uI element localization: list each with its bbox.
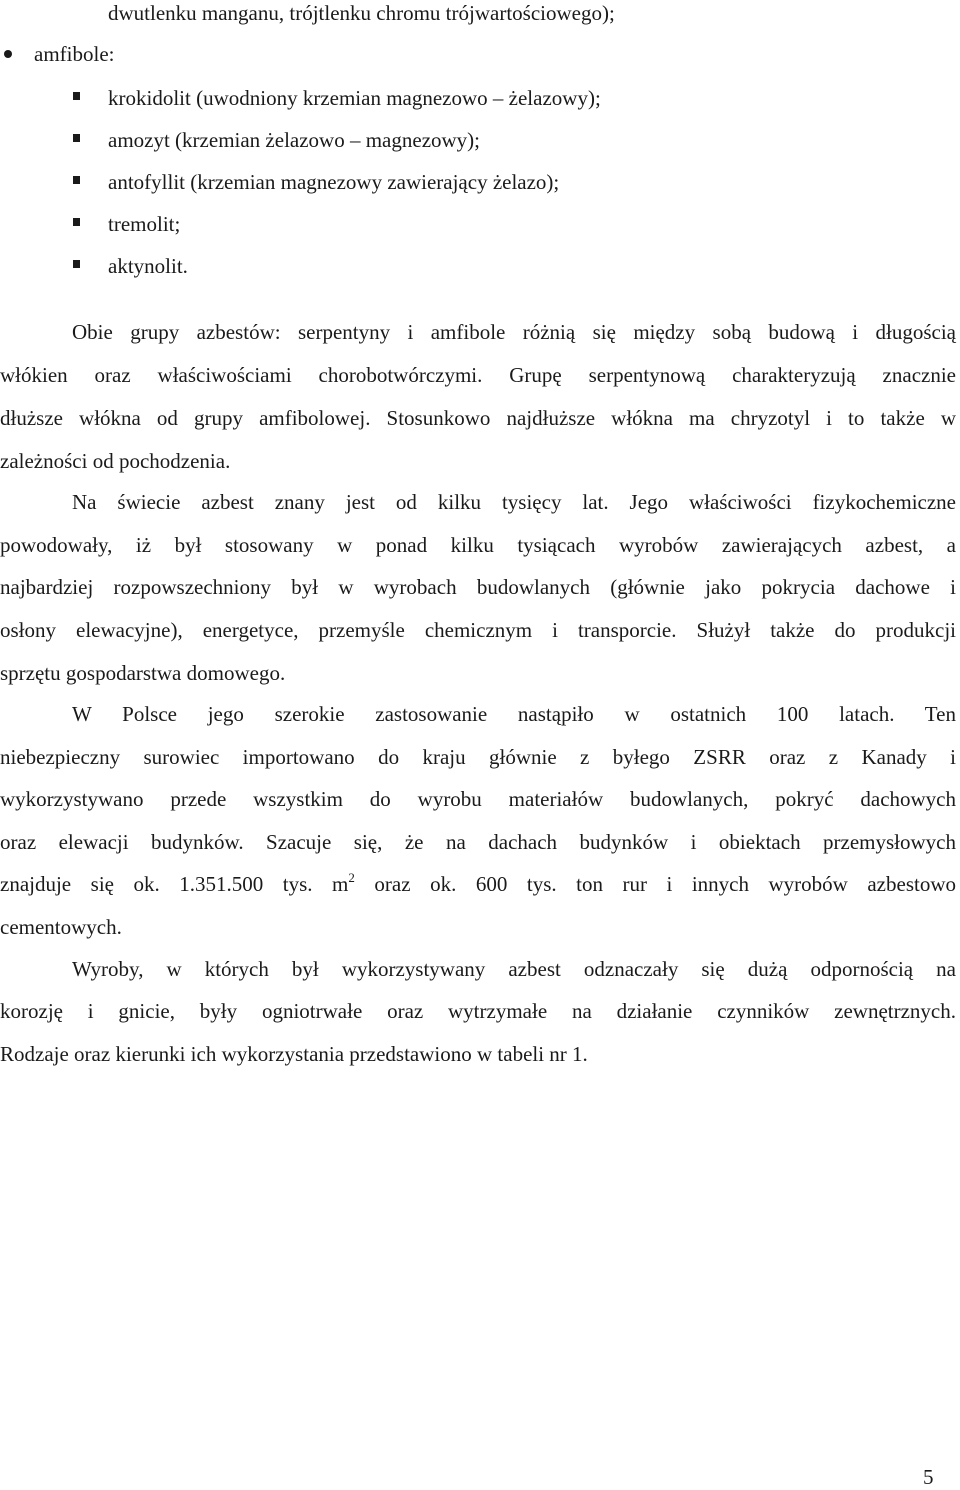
bullet-dot-icon	[4, 50, 12, 58]
paragraph-line: oraz elewacji budynków. Szacuje się, że na dachach budynków i obiektach przemysłowych	[0, 830, 956, 854]
square-bullet-icon	[73, 218, 80, 226]
paragraph-line: W Polsce jego szerokie zastosowanie nastąpiło w ostatnich 100 latach. Ten	[72, 702, 956, 726]
paragraph-line: Wyroby, w których był wykorzystywany azbest odznaczały się dużą odpornością na	[72, 957, 956, 981]
paragraph-line: zależności od pochodzenia.	[0, 449, 231, 473]
text-after-superscript: oraz ok. 600 tys. ton rur i innych wyrobów azbestowo	[374, 872, 956, 896]
paragraph-line: Na świecie azbest znany jest od kilku tysięcy lat. Jego właściwości fizykochemiczne	[72, 490, 956, 514]
text-before-superscript: znajduje się ok. 1.351.500 tys. m	[0, 872, 349, 896]
list-continued-item: dwutlenku manganu, trójtlenku chromu trójwartościowego);	[108, 1, 615, 25]
square-bullet-icon	[73, 176, 80, 184]
paragraph-line: cementowych.	[0, 915, 122, 939]
list-item: aktynolit.	[108, 254, 188, 278]
paragraph-line: korozję i gnicie, były ogniotrwałe oraz wytrzymałe na działanie czynników zewnętrznych.	[0, 999, 956, 1023]
paragraph-line: sprzętu gospodarstwa domowego.	[0, 661, 286, 685]
page-number: 5	[923, 1465, 934, 1489]
paragraph-line: wykorzystywano przede wszystkim do wyrobu materiałów budowlanych, pokryć dachowych	[0, 787, 956, 811]
paragraph-line: Obie grupy azbestów: serpentyny i amfibole różnią się między sobą budową i długością	[72, 320, 956, 344]
list-item: tremolit;	[108, 212, 181, 236]
list-item: krokidolit (uwodniony krzemian magnezowo – żelazowy);	[108, 86, 601, 110]
paragraph-line: włókien oraz właściwościami chorobotwórczymi. Grupę serpentynową charakteryzują znacznie	[0, 363, 956, 387]
amfibole-label: amfibole:	[34, 42, 115, 66]
paragraph-line: najbardziej rozpowszechniony był w wyrobach budowlanych (głównie jako pokrycia dachowe i	[0, 575, 956, 599]
square-bullet-icon	[73, 134, 80, 142]
paragraph-line: powodowały, iż był stosowany w ponad kilku tysiącach wyrobów zawierających azbest, a	[0, 533, 956, 557]
paragraph-line: niebezpieczny surowiec importowano do kraju głównie z byłego ZSRR oraz z Kanady i	[0, 745, 956, 769]
list-item: amozyt (krzemian żelazowo – magnezowy);	[108, 128, 481, 152]
paragraph-line: Rodzaje oraz kierunki ich wykorzystania przedstawiono w tabeli nr 1.	[0, 1042, 588, 1066]
list-item: antofyllit (krzemian magnezowy zawierający żelazo);	[108, 170, 560, 194]
paragraph-line: dłuższe włókna od grupy amfibolowej. Stosunkowo najdłuższe włókna ma chryzotyl i to także w	[0, 406, 956, 430]
superscript: 2	[348, 870, 355, 885]
paragraph-line-with-superscript	[0, 870, 956, 896]
square-bullet-icon	[73, 92, 80, 100]
paragraph-line: osłony elewacyjne), energetyce, przemyśle chemicznym i transporcie. Służył także do produkcji	[0, 618, 956, 642]
square-bullet-icon	[73, 260, 80, 268]
